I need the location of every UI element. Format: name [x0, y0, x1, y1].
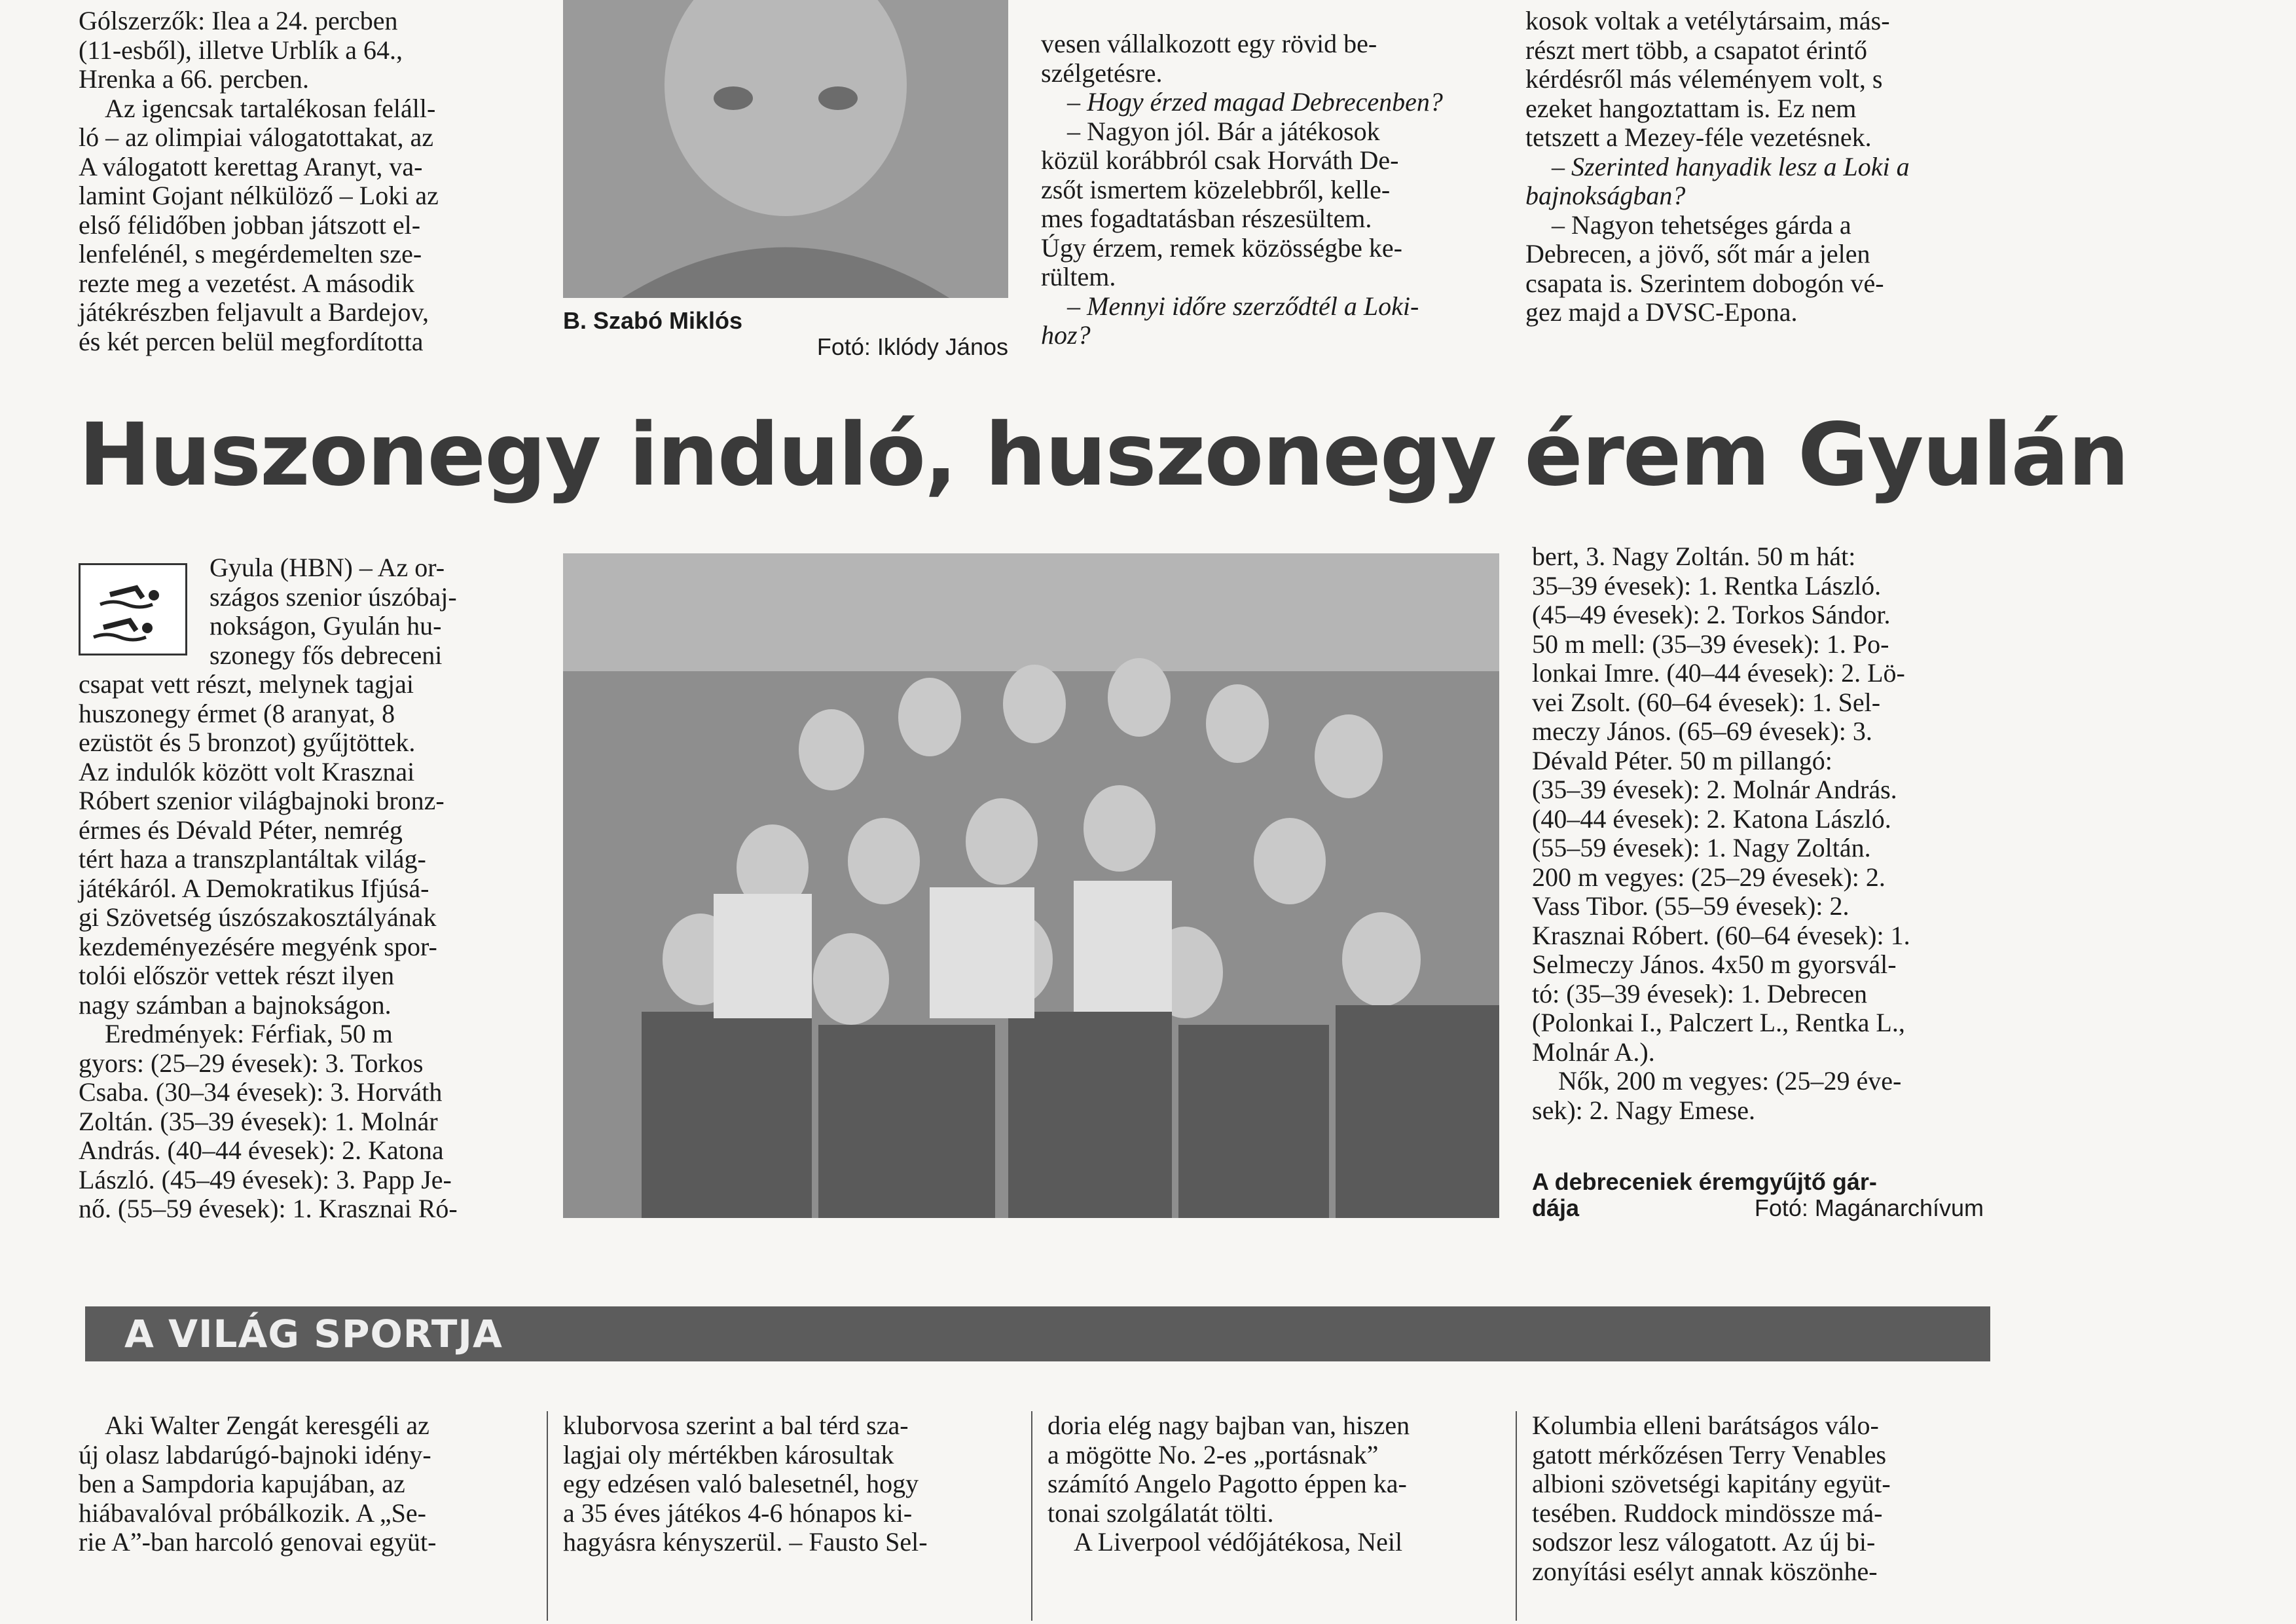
text-line: Az igencsak tartalékosan feláll- — [105, 93, 436, 123]
text-line: sek): 2. Nagy Emese. — [1532, 1095, 1756, 1125]
portrait-caption-name: B. Szabó Miklós — [563, 307, 743, 334]
text-line: szágos szenior úszóbaj- — [210, 581, 457, 612]
text-line: tért haza a transzplantáltak világ- — [79, 844, 426, 874]
text-line: vesen vállalkozott egy rövid be- — [1041, 29, 1377, 58]
team-caption-line1: A debreceniek éremgyűjtő gár- — [1532, 1168, 1877, 1195]
text-line: gatott mérkőzésen Terry Venables — [1532, 1439, 1887, 1469]
text-line: – Nagyon tehetséges gárda a — [1552, 210, 1851, 240]
text-line: lamint Gojant nélkülöző – Loki az — [79, 181, 439, 210]
text-line: egy edzésen való balesetnél, hogy — [563, 1469, 919, 1498]
team-photo-caption — [1532, 1169, 1984, 1221]
text-line: rie A”-ban harcoló genovai együt- — [79, 1527, 437, 1557]
bottom-col2-lines — [563, 1411, 1015, 1557]
bottom-col3-lines — [1048, 1411, 1499, 1557]
text-line: 35–39 évesek): 1. Rentka László. — [1532, 570, 1882, 600]
top-col3-lines — [1041, 29, 1493, 350]
text-line: Debrecen, a jövő, sőt már a jelen — [1525, 239, 1870, 268]
text-line: szonegy fős debreceni — [210, 640, 443, 670]
text-line: (55–59 évesek): 1. Nagy Zoltán. — [1532, 833, 1871, 862]
text-line: új olasz labdarúgó-bajnoki idény- — [79, 1439, 431, 1469]
text-line: rezte meg a vezetést. A második — [79, 268, 415, 298]
section-banner — [85, 1306, 1990, 1361]
bottom-col4-lines — [1532, 1411, 1984, 1586]
text-line: Róbert szenior világbajnoki bronz- — [79, 786, 445, 815]
text-line: bajnokságban? — [1525, 181, 1686, 210]
text-line: csapat vett részt, melynek tagjai — [79, 669, 414, 699]
portrait-photo-image — [563, 0, 1008, 298]
text-line: – Nagyon jól. Bár a játékosok — [1067, 116, 1380, 146]
text-line: Csaba. (30–34 évesek): 3. Horváth — [79, 1077, 443, 1107]
portrait-caption-credit: Fotó: Iklódy János — [816, 333, 1008, 360]
text-line: Molnár A.). — [1532, 1037, 1655, 1067]
text-line: és két percen belül megfordította — [79, 326, 424, 356]
text-line: bert, 3. Nagy Zoltán. 50 m hát: — [1532, 542, 1856, 571]
text-line: (Polonkai I., Palczert L., Rentka L., — [1532, 1008, 1905, 1037]
text-line: első félidőben jobban játszott el- — [79, 210, 421, 240]
text-line: 200 m vegyes: (25–29 évesek): 2. — [1532, 862, 1886, 892]
portrait-photo — [563, 0, 1008, 298]
text-line: kosok voltak a vetélytársaim, más- — [1525, 6, 1890, 35]
text-line: tó: (35–39 évesek): 1. Debrecen — [1532, 978, 1868, 1008]
column-rule — [1516, 1411, 1517, 1621]
article-intro — [210, 553, 530, 670]
text-line: Dévald Péter. 50 m pillangó: — [1532, 745, 1832, 775]
text-line: 50 m mell: (35–39 évesek): 1. Po- — [1532, 629, 1889, 659]
text-line: zsőt ismertem közelebbről, kelle- — [1041, 174, 1391, 204]
text-line: játékrészben feljavult a Bardejov, — [79, 297, 429, 327]
text-line: gez majd a DVSC-Epona. — [1525, 297, 1798, 327]
text-line: huszonegy érmet (8 aranyat, 8 — [79, 698, 395, 728]
top-col1-lines — [79, 7, 530, 356]
text-line: (40–44 évesek): 2. Katona László. — [1532, 803, 1891, 834]
headline: Huszonegy induló, huszonegy érem Gyulán — [79, 405, 2128, 506]
text-line: a mögötte No. 2-es „portásnak” — [1048, 1439, 1379, 1469]
text-line: vei Zsolt. (60–64 évesek): 1. Sel- — [1532, 687, 1881, 717]
text-line: Kolumbia elleni barátságos válo- — [1532, 1411, 1879, 1440]
text-line: gi Szövetség úszószakosztályának — [79, 902, 437, 932]
bottom-column-2 — [563, 1411, 1015, 1557]
column-rule — [1031, 1411, 1032, 1621]
top-column-1 — [79, 7, 530, 356]
text-line: mes fogadtatásban részesültem. — [1041, 204, 1372, 233]
team-photo — [563, 553, 1499, 1218]
text-line: Nők, 200 m vegyes: (25–29 éve- — [1558, 1066, 1902, 1096]
text-line: A válogatott kerettag Aranyt, va- — [79, 151, 423, 181]
bottom-col1-lines — [79, 1411, 530, 1557]
top-col4-lines — [1525, 7, 1977, 327]
text-line: (35–39 évesek): 2. Molnár András. — [1532, 775, 1897, 804]
text-line: ben a Sampdoria kapujában, az — [79, 1469, 405, 1498]
text-line: Selmeczy János. 4x50 m gyorsvál- — [1532, 950, 1897, 979]
text-line: zonyítási esélyt annak köszönhe- — [1532, 1556, 1878, 1586]
bottom-column-1 — [79, 1411, 530, 1557]
text-line: tesében. Ruddock mindössze má- — [1532, 1498, 1883, 1528]
text-line: tetszett a Mezey-féle vezetésnek. — [1525, 122, 1872, 152]
text-line: sodszor lesz válogatott. Az új bi- — [1532, 1527, 1876, 1557]
bottom-column-4 — [1532, 1411, 1984, 1586]
text-line: számító Angelo Pagotto éppen ka- — [1048, 1469, 1407, 1498]
text-line: hiábavalóval próbálkozik. A „Se- — [79, 1498, 426, 1528]
text-line: ezeket hangoztattam is. Ez nem — [1525, 93, 1857, 123]
text-line: hoz? — [1041, 320, 1091, 350]
text-line: Gólszerzők: Ilea a 24. percben — [79, 6, 398, 35]
article-col2-lines — [1532, 542, 1984, 1125]
text-line: László. (45–49 évesek): 3. Papp Je- — [79, 1164, 452, 1194]
team-caption-row — [1532, 1195, 1984, 1221]
text-line: Gyula (HBN) – Az or- — [210, 553, 445, 582]
text-line: Eredmények: Férfiak, 50 m — [105, 1019, 393, 1048]
text-line: gyors: (25–29 évesek): 3. Torkos — [79, 1048, 424, 1078]
column-rule — [547, 1411, 548, 1621]
text-line: – Szerinted hanyadik lesz a Loki a — [1552, 151, 1910, 181]
text-line: nokságon, Gyulán hu- — [210, 611, 442, 640]
text-line: ezüstöt és 5 bronzot) gyűjtöttek. — [79, 728, 416, 757]
text-line: ló – az olimpiai válogatottakat, az — [79, 122, 434, 152]
text-line: lonkai Imre. (40–44 évesek): 2. Lö- — [1532, 658, 1905, 688]
text-line: Úgy érzem, remek közösségbe ke- — [1041, 232, 1402, 263]
article-column-2 — [1532, 542, 1984, 1125]
text-line: lenfelénél, s megérdemelten sze- — [79, 239, 422, 268]
text-line: nő. (55–59 évesek): 1. Krasznai Ró- — [79, 1194, 458, 1223]
text-line: a 35 éves játékos 4-6 hónapos ki- — [563, 1498, 913, 1528]
text-line: – Mennyi időre szerződtél a Loki- — [1067, 291, 1419, 321]
text-line: lagjai oly mértékben károsultak — [563, 1439, 894, 1469]
text-line: meczy János. (65–69 évesek): 3. — [1532, 716, 1872, 746]
section-banner-title: A VILÁG SPORTJA — [124, 1312, 503, 1356]
text-line: Krasznai Róbert. (60–64 évesek): 1. — [1532, 920, 1910, 950]
text-line: tonai szolgálatát tölti. — [1048, 1498, 1274, 1528]
team-caption-credit: Fotó: Magánarchívum — [1754, 1194, 1984, 1221]
article-body — [79, 670, 530, 1224]
text-line: kezdeményezésére megyénk spor- — [79, 931, 437, 961]
text-line: részt mert több, a csapatot érintő — [1525, 35, 1868, 65]
team-caption-line2: dája — [1532, 1194, 1580, 1221]
text-line: Vass Tibor. (55–59 évesek): 2. — [1532, 891, 1850, 921]
text-line: nagy számban a bajnokságon. — [79, 989, 392, 1020]
portrait-caption — [563, 308, 1008, 360]
text-line: rültem. — [1041, 262, 1116, 291]
text-line: játékáról. A Demokratikus Ifjúsá- — [79, 873, 429, 903]
text-line: András. (40–44 évesek): 2. Katona — [79, 1135, 444, 1165]
text-line: Hrenka a 66. percben. — [79, 64, 310, 94]
text-line: szélgetésre. — [1041, 58, 1163, 88]
article-column-1 — [79, 553, 530, 1224]
text-line: A Liverpool védőjátékosa, Neil — [1074, 1527, 1403, 1557]
bottom-column-3 — [1048, 1411, 1499, 1557]
text-line: – Hogy érzed magad Debrecenben? — [1067, 87, 1443, 117]
text-line: kérdésről más véleményem volt, s — [1525, 64, 1883, 94]
team-photo-image — [563, 553, 1499, 1218]
text-line: csapata is. Szerintem dobogón vé- — [1525, 268, 1884, 298]
top-column-4 — [1525, 7, 1977, 327]
text-line: tolói először vettek részt ilyen — [79, 961, 395, 990]
text-line: albioni szövetségi kapitány együt- — [1532, 1469, 1891, 1498]
text-line: Zoltán. (35–39 évesek): 1. Molnár — [79, 1106, 438, 1136]
text-line: érmes és Dévald Péter, nemrég — [79, 815, 403, 845]
top-column-3 — [1041, 29, 1493, 350]
text-line: hagyásra kényszerül. – Fausto Sel- — [563, 1527, 928, 1557]
text-line: közül korábbról csak Horváth De- — [1041, 145, 1399, 175]
text-line: Az indulók között volt Krasznai — [79, 756, 415, 786]
text-line: doria elég nagy bajban van, hiszen — [1048, 1411, 1410, 1440]
text-line: (45–49 évesek): 2. Torkos Sándor. — [1532, 600, 1891, 629]
text-line: kluborvosa szerint a bal térd sza- — [563, 1411, 909, 1440]
text-line: Aki Walter Zengát keresgéli az — [105, 1411, 429, 1440]
text-line: (11-esből), illetve Urblík a 64., — [79, 35, 403, 65]
